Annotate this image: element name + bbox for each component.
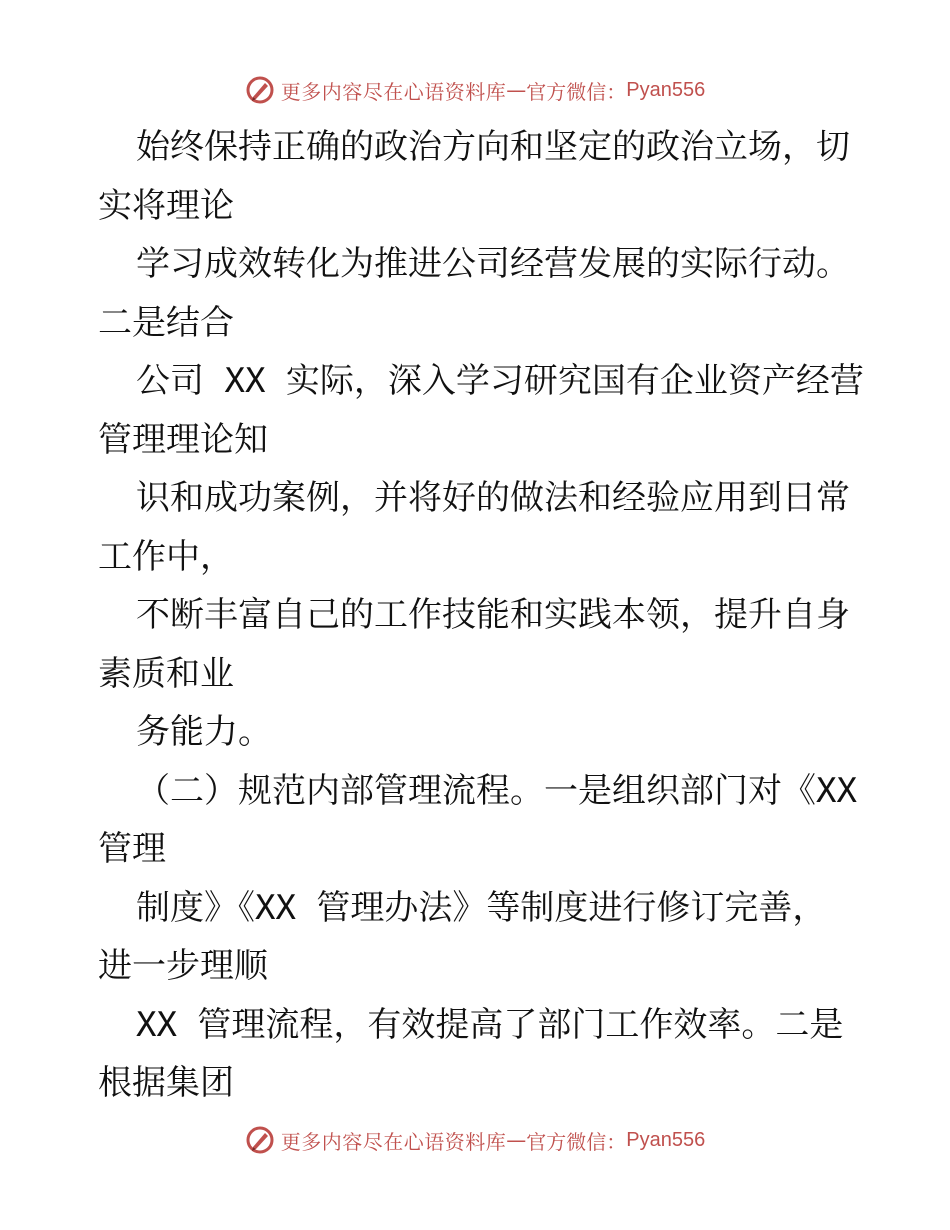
pen-circle-icon <box>245 75 275 105</box>
header-brand-text: 更多内容尽在心语资料库 <box>280 79 507 104</box>
text-line: 制度》《XX 管理办法》等制度进行修订完善， <box>136 887 827 928</box>
text-line: 识和成功案例，并将好的做法和经验应用到日常 <box>136 478 850 518</box>
text-line: 始终保持正确的政治方向和坚定的政治立场，切 <box>136 127 850 167</box>
text-line: 务能力。 <box>136 712 272 752</box>
text-line: 实将理论 <box>98 185 234 226</box>
text-line: 素质和业 <box>98 653 234 694</box>
footer-wechat-id: Pyan556 <box>626 1128 706 1151</box>
text-line: 管理理论知 <box>98 419 268 460</box>
text-line: 学习成效转化为推进公司经营发展的实际行动。 <box>136 244 850 284</box>
text-line: 进一步理顺 <box>98 946 268 986</box>
text-line: 管理 <box>98 829 166 869</box>
text-line: 根据集团 <box>98 1063 234 1103</box>
header-separator: — <box>506 78 527 102</box>
footer-banner <box>0 1120 950 1160</box>
header-wechat-id: Pyan556 <box>626 78 706 101</box>
pen-circle-icon <box>245 1125 275 1155</box>
footer-wechat-label: 官方微信： <box>526 1129 627 1154</box>
text-line: XX 管理流程，有效提高了部门工作效率。二是 <box>136 1004 844 1045</box>
document-body <box>98 118 864 1113</box>
text-line: 公司 XX 实际，深入学习研究国有企业资产经营 <box>136 361 864 401</box>
text-line: 工作中， <box>98 536 234 577</box>
text-line: 二是结合 <box>98 302 234 343</box>
section-heading-line: （二）规范内部管理流程。一是组织部门对《XX <box>136 770 857 811</box>
header-wechat-label: 官方微信： <box>526 79 627 104</box>
footer-separator: — <box>506 1128 527 1152</box>
header-banner <box>0 70 950 110</box>
text-line: 不断丰富自己的工作技能和实践本领，提升自身 <box>136 595 850 635</box>
footer-brand-text: 更多内容尽在心语资料库 <box>280 1129 507 1154</box>
